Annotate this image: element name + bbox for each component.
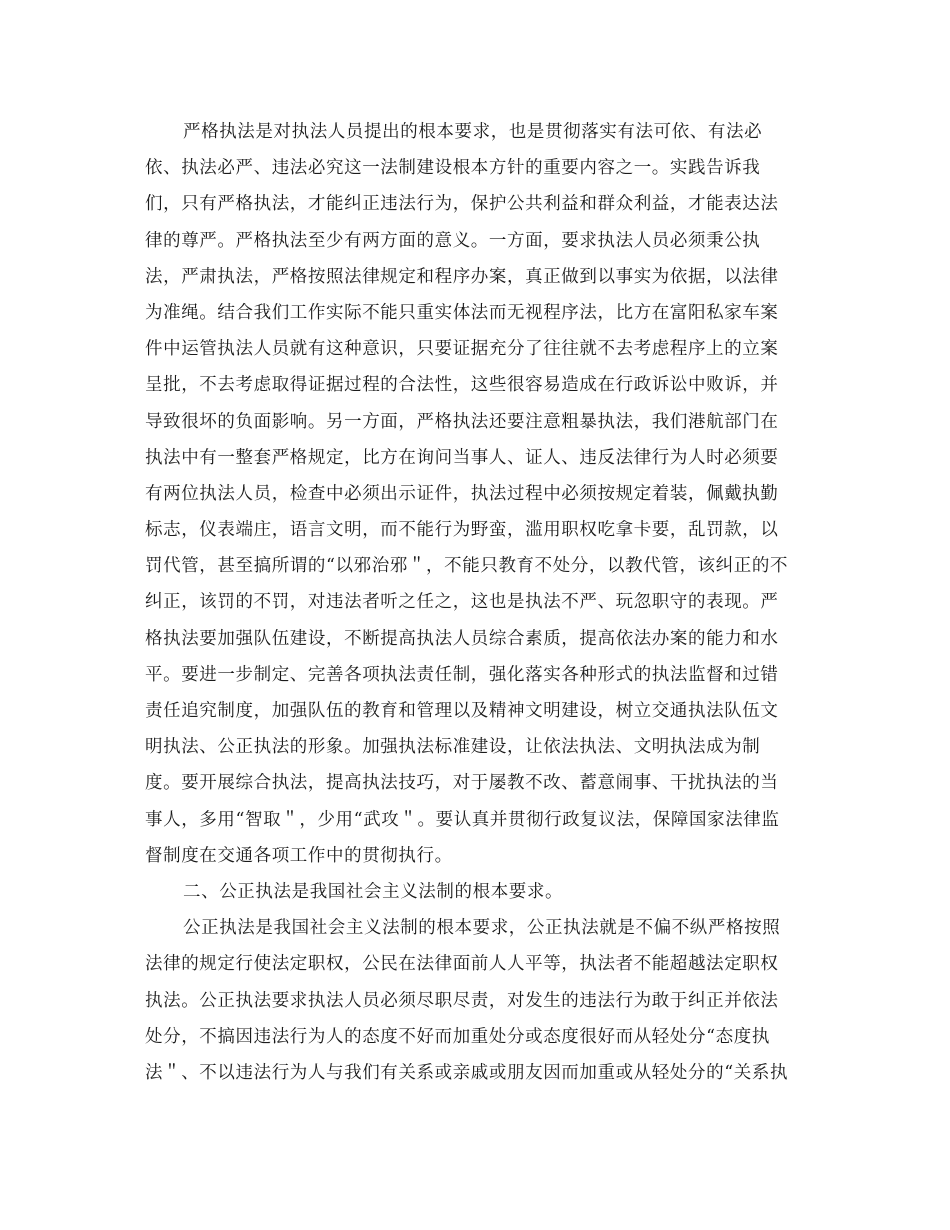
paragraph-line: 公正执法是我国社会主义法制的根本要求，公正执法就是不偏不纵严格按照	[183, 918, 781, 939]
paragraph-line: 标志，仪表端庄，语言文明，而不能行为野蛮，滥用职权吃拿卡要，乱罚款，以	[145, 520, 779, 541]
paragraph-line: 执法。公正执法要求执法人员必须尽职尽责，对发生的违法行为敢于纠正并依法	[145, 990, 779, 1011]
paragraph-line: 导致很坏的负面影响。另一方面，严格执法还要注意粗暴执法，我们港航部门在	[145, 411, 779, 432]
paragraph-line: 明执法、公正执法的形象。加强执法标准建设，让依法执法、文明执法成为制	[145, 737, 761, 758]
paragraph-line: 罚代管，甚至搞所谓的“以邪治邪＂，不能只教育不处分，以教代管，该纠正的不	[145, 556, 789, 577]
paragraph-line: 法，严肃执法，严格按照法律规定和程序办案，真正做到以事实为依据，以法律	[145, 266, 779, 287]
paragraph-line: 依、执法必严、违法必究这一法制建设根本方针的重要内容之一。实践告诉我	[145, 158, 761, 179]
paragraph-line: 法＂、不以违法行为人与我们有关系或亲戚或朋友因而加重或从轻处分的“关系执	[145, 1062, 789, 1083]
paragraph-line: 有两位执法人员，检查中必须出示证件，执法过程中必须按规定着装，佩戴执勤	[145, 483, 779, 504]
paragraph-line: 为准绳。结合我们工作实际不能只重实体法而无视程序法，比方在富阳私家车案	[145, 302, 779, 323]
paragraph-line: 件中运管执法人员就有这种意识，只要证据充分了往往就不去考虑程序上的立案	[145, 339, 779, 360]
paragraph-line: 呈批，不去考虑取得证据过程的合法性，这些很容易造成在行政诉讼中败诉，并	[145, 375, 779, 396]
paragraph-line: 度。要开展综合执法，提高执法技巧，对于屡教不改、蓄意闹事、干扰执法的当	[145, 773, 779, 794]
section-heading: 二、公正执法是我国社会主义法制的根本要求。	[183, 881, 564, 902]
paragraph-line: 处分，不搞因违法行为人的态度不好而加重处分或态度很好而从轻处分“态度执	[145, 1026, 770, 1047]
paragraph-line: 督制度在交通各项工作中的贯彻执行。	[145, 845, 453, 866]
paragraph-line: 们，只有严格执法，才能纠正违法行为，保护公共利益和群众利益，才能表达法	[145, 194, 779, 215]
paragraph-line: 格执法要加强队伍建设，不断提高执法人员综合素质，提高依法办案的能力和水	[145, 628, 779, 649]
document-body	[145, 114, 805, 1091]
paragraph-line: 事人，多用“智取＂，少用“武攻＂。要认真并贯彻行政复议法，保障国家法律监	[145, 809, 780, 830]
paragraph-line: 执法中有一整套严格规定，比方在询问当事人、证人、违反法律行为人时必须要	[145, 447, 779, 468]
paragraph-line: 平。要进一步制定、完善各项执法责任制，强化落实各种形式的执法监督和过错	[145, 664, 779, 685]
paragraph-line: 律的尊严。严格执法至少有两方面的意义。一方面，要求执法人员必须秉公执	[145, 230, 761, 251]
paragraph-line: 纠正，该罚的不罚，对违法者听之任之，这也是执法不严、玩忽职守的表现。严	[145, 592, 779, 613]
paragraph-line: 责任追究制度，加强队伍的教育和管理以及精神文明建设，树立交通执法队伍文	[145, 701, 779, 721]
paragraph-line: 严格执法是对执法人员提出的根本要求，也是贯彻落实有法可依、有法必	[183, 122, 763, 142]
paragraph-line: 法律的规定行使法定职权，公民在法律面前人人平等，执法者不能超越法定职权	[145, 954, 779, 975]
